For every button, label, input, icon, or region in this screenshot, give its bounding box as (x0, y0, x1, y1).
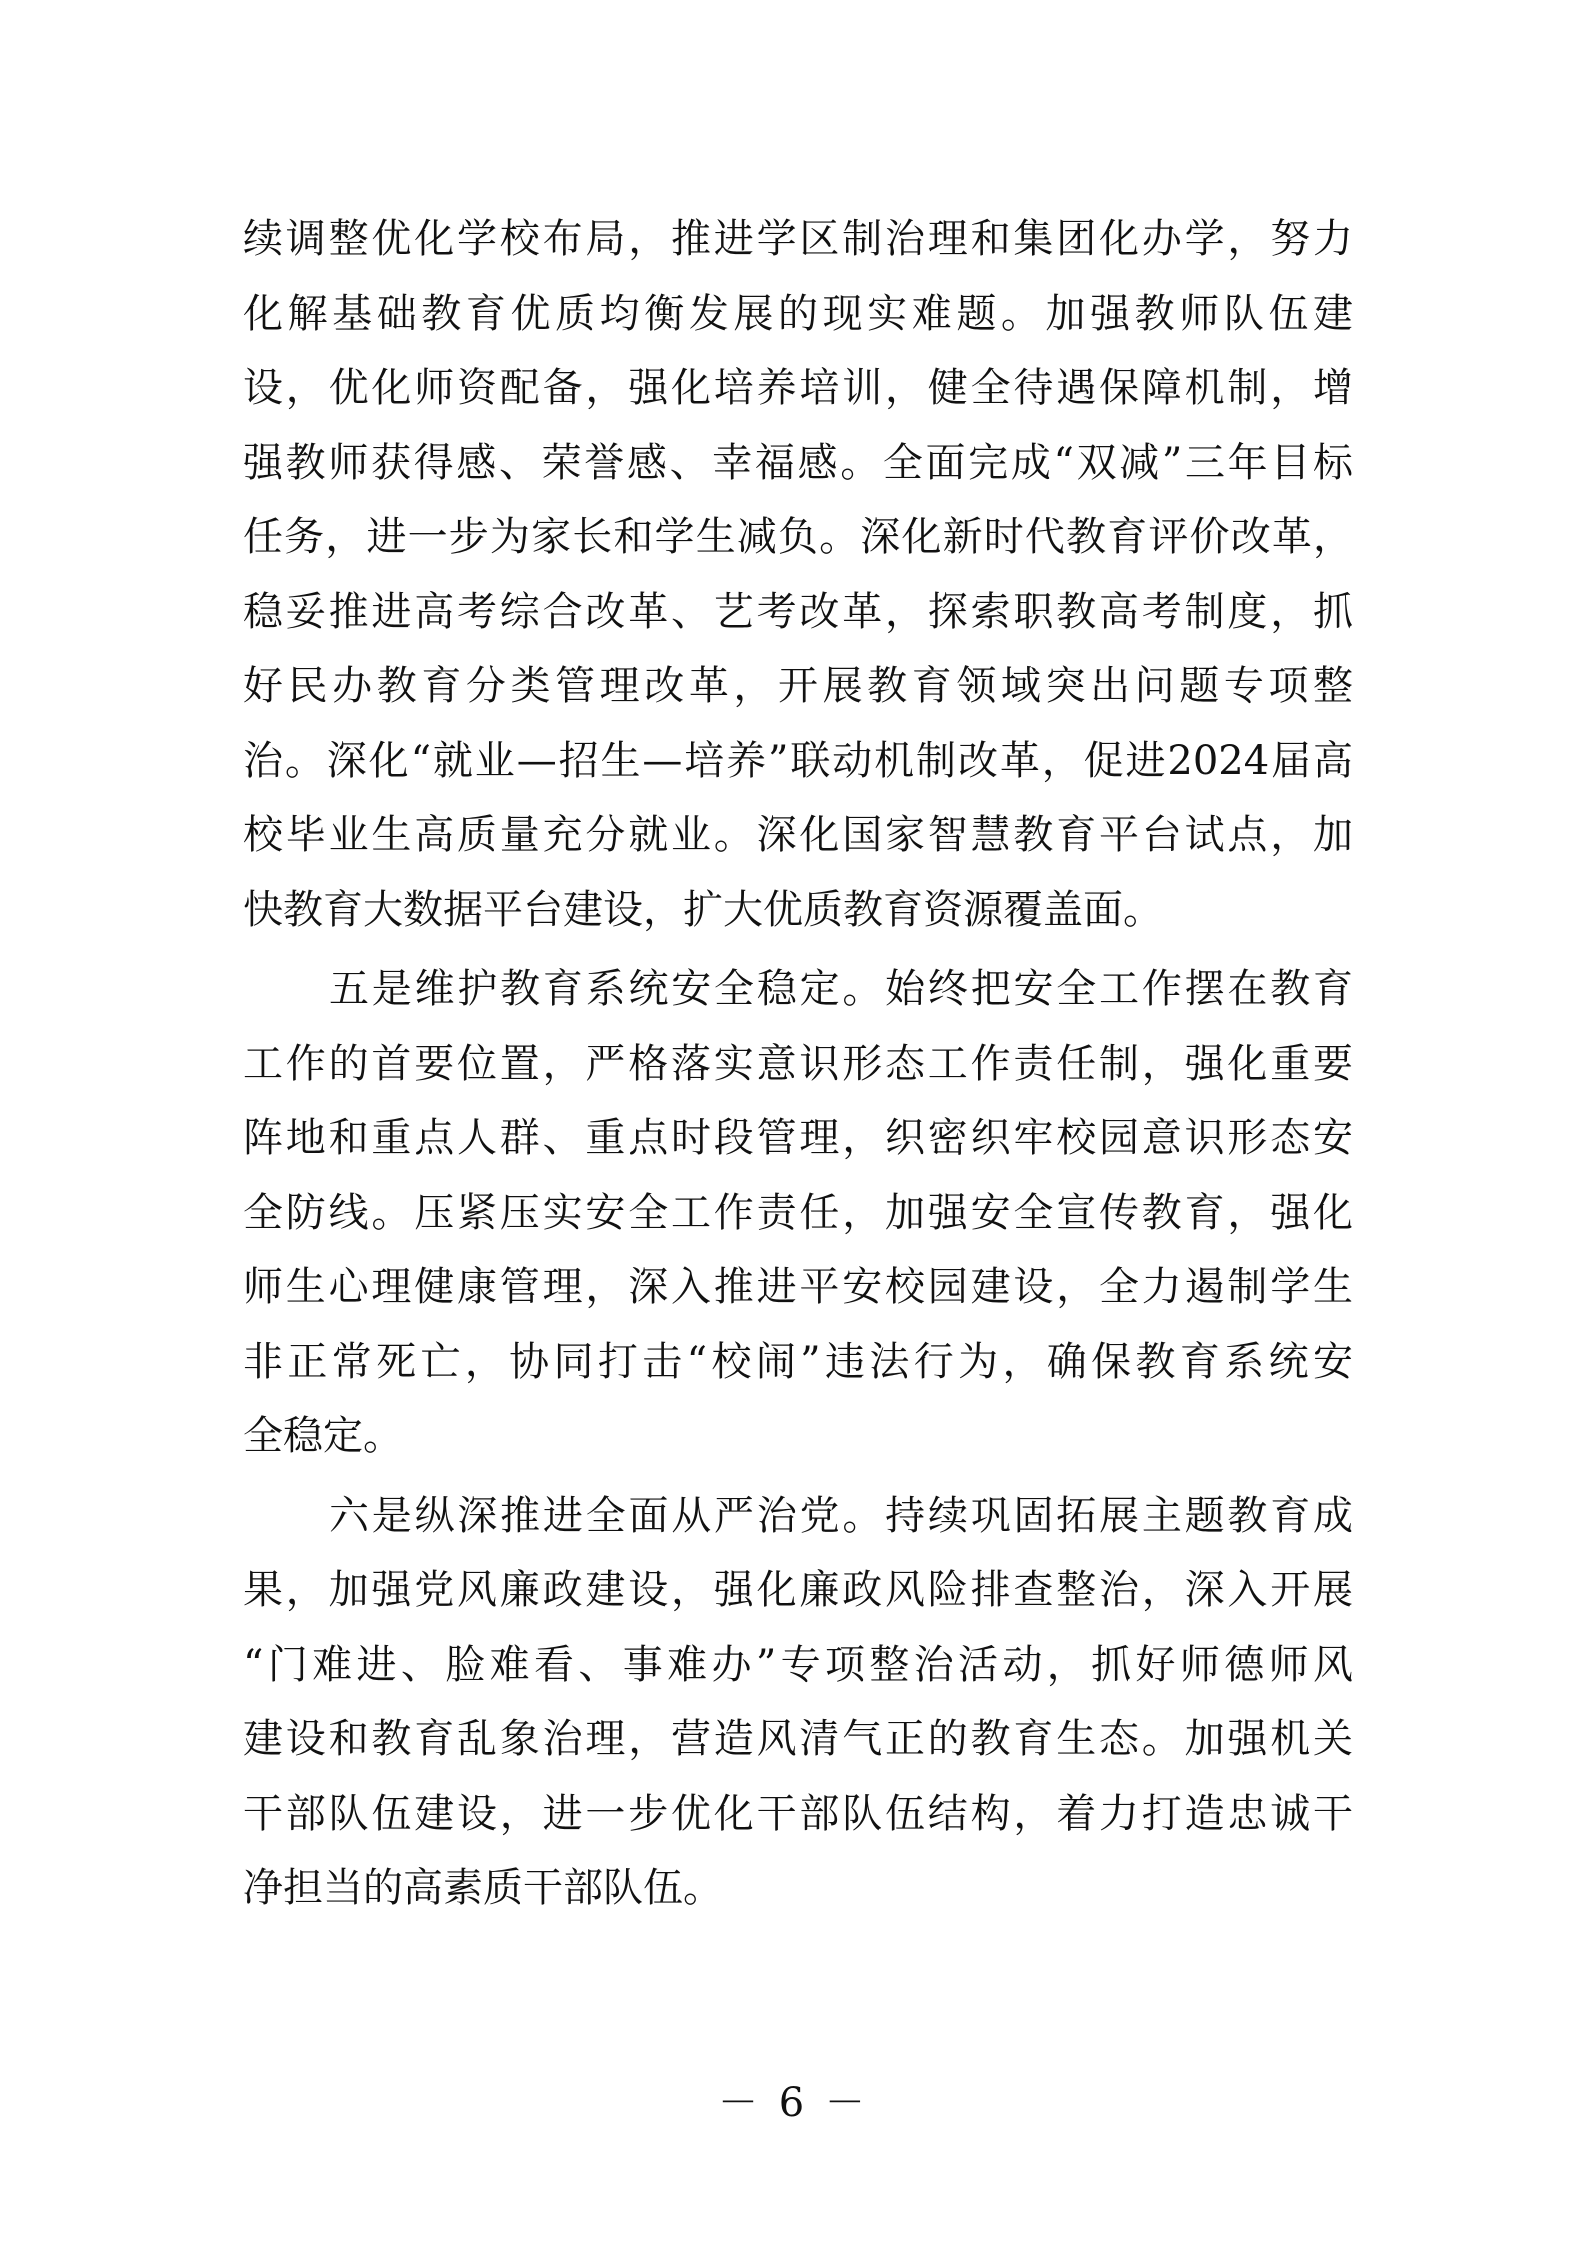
text-line: 治。深化“就业—招生—培养”联动机制改革，促进2024届高 (243, 737, 1353, 784)
paragraph-4-continued (243, 202, 1353, 947)
text-line: 净担当的高素质干部队伍。 (243, 1865, 723, 1911)
text-line: 稳妥推进高考综合改革、艺考改革，探索职教高考制度，抓 (243, 588, 1353, 635)
text-line: 果，加强党风廉政建设，强化廉政风险排查整治，深入开展 (243, 1567, 1353, 1613)
text-line: 全稳定。 (243, 1413, 403, 1459)
text-line: 强教师获得感、荣誉感、幸福感。全面完成“双减”三年目标 (243, 439, 1353, 486)
text-line: 校毕业生高质量充分就业。深化国家智慧教育平台试点，加 (243, 812, 1353, 858)
text-line: 阵地和重点人群、重点时段管理，织密织牢校园意识形态安 (243, 1115, 1353, 1161)
text-line: 设，优化师资配备，强化培养培训，健全待遇保障机制，增 (243, 365, 1353, 411)
paragraph-6 (243, 1479, 1353, 1926)
text-line: 非正常死亡，协同打击“校闹”违法行为，确保教育系统安 (243, 1338, 1353, 1385)
text-line: 六是纵深推进全面从严治党。持续巩固拓展主题教育成 (329, 1492, 1353, 1539)
text-line: 任务，进一步为家长和学生减负。深化新时代教育评价改革， (243, 514, 1353, 560)
text-line: 续调整优化学校布局，推进学区制治理和集团化办学，努力 (243, 216, 1353, 262)
text-line: 工作的首要位置，严格落实意识形态工作责任制，强化重要 (243, 1040, 1353, 1087)
text-line: 建设和教育乱象治理，营造风清气正的教育生态。加强机关 (243, 1716, 1353, 1762)
text-line: 五是维护教育系统安全稳定。始终把安全工作摆在教育 (329, 966, 1353, 1012)
page-number: － 6 － (718, 2080, 869, 2126)
text-line: 好民办教育分类管理改革，开展教育领域突出问题专项整 (243, 663, 1353, 709)
paragraph-5 (243, 952, 1353, 1474)
text-line: 快教育大数据平台建设，扩大优质教育资源覆盖面。 (243, 886, 1163, 933)
body-text (243, 202, 1353, 1926)
text-line: “门难进、脸难看、事难办”专项整治活动，抓好师德师风 (243, 1641, 1353, 1688)
text-line: 干部队伍建设，进一步优化干部队伍结构，着力打造忠诚干 (243, 1790, 1353, 1837)
text-line: 师生心理健康管理，深入推进平安校园建设，全力遏制学生 (243, 1264, 1353, 1310)
text-line: 全防线。压紧压实安全工作责任，加强安全宣传教育，强化 (243, 1189, 1353, 1236)
text-line: 化解基础教育优质均衡发展的现实难题。加强教师队伍建 (243, 290, 1353, 337)
